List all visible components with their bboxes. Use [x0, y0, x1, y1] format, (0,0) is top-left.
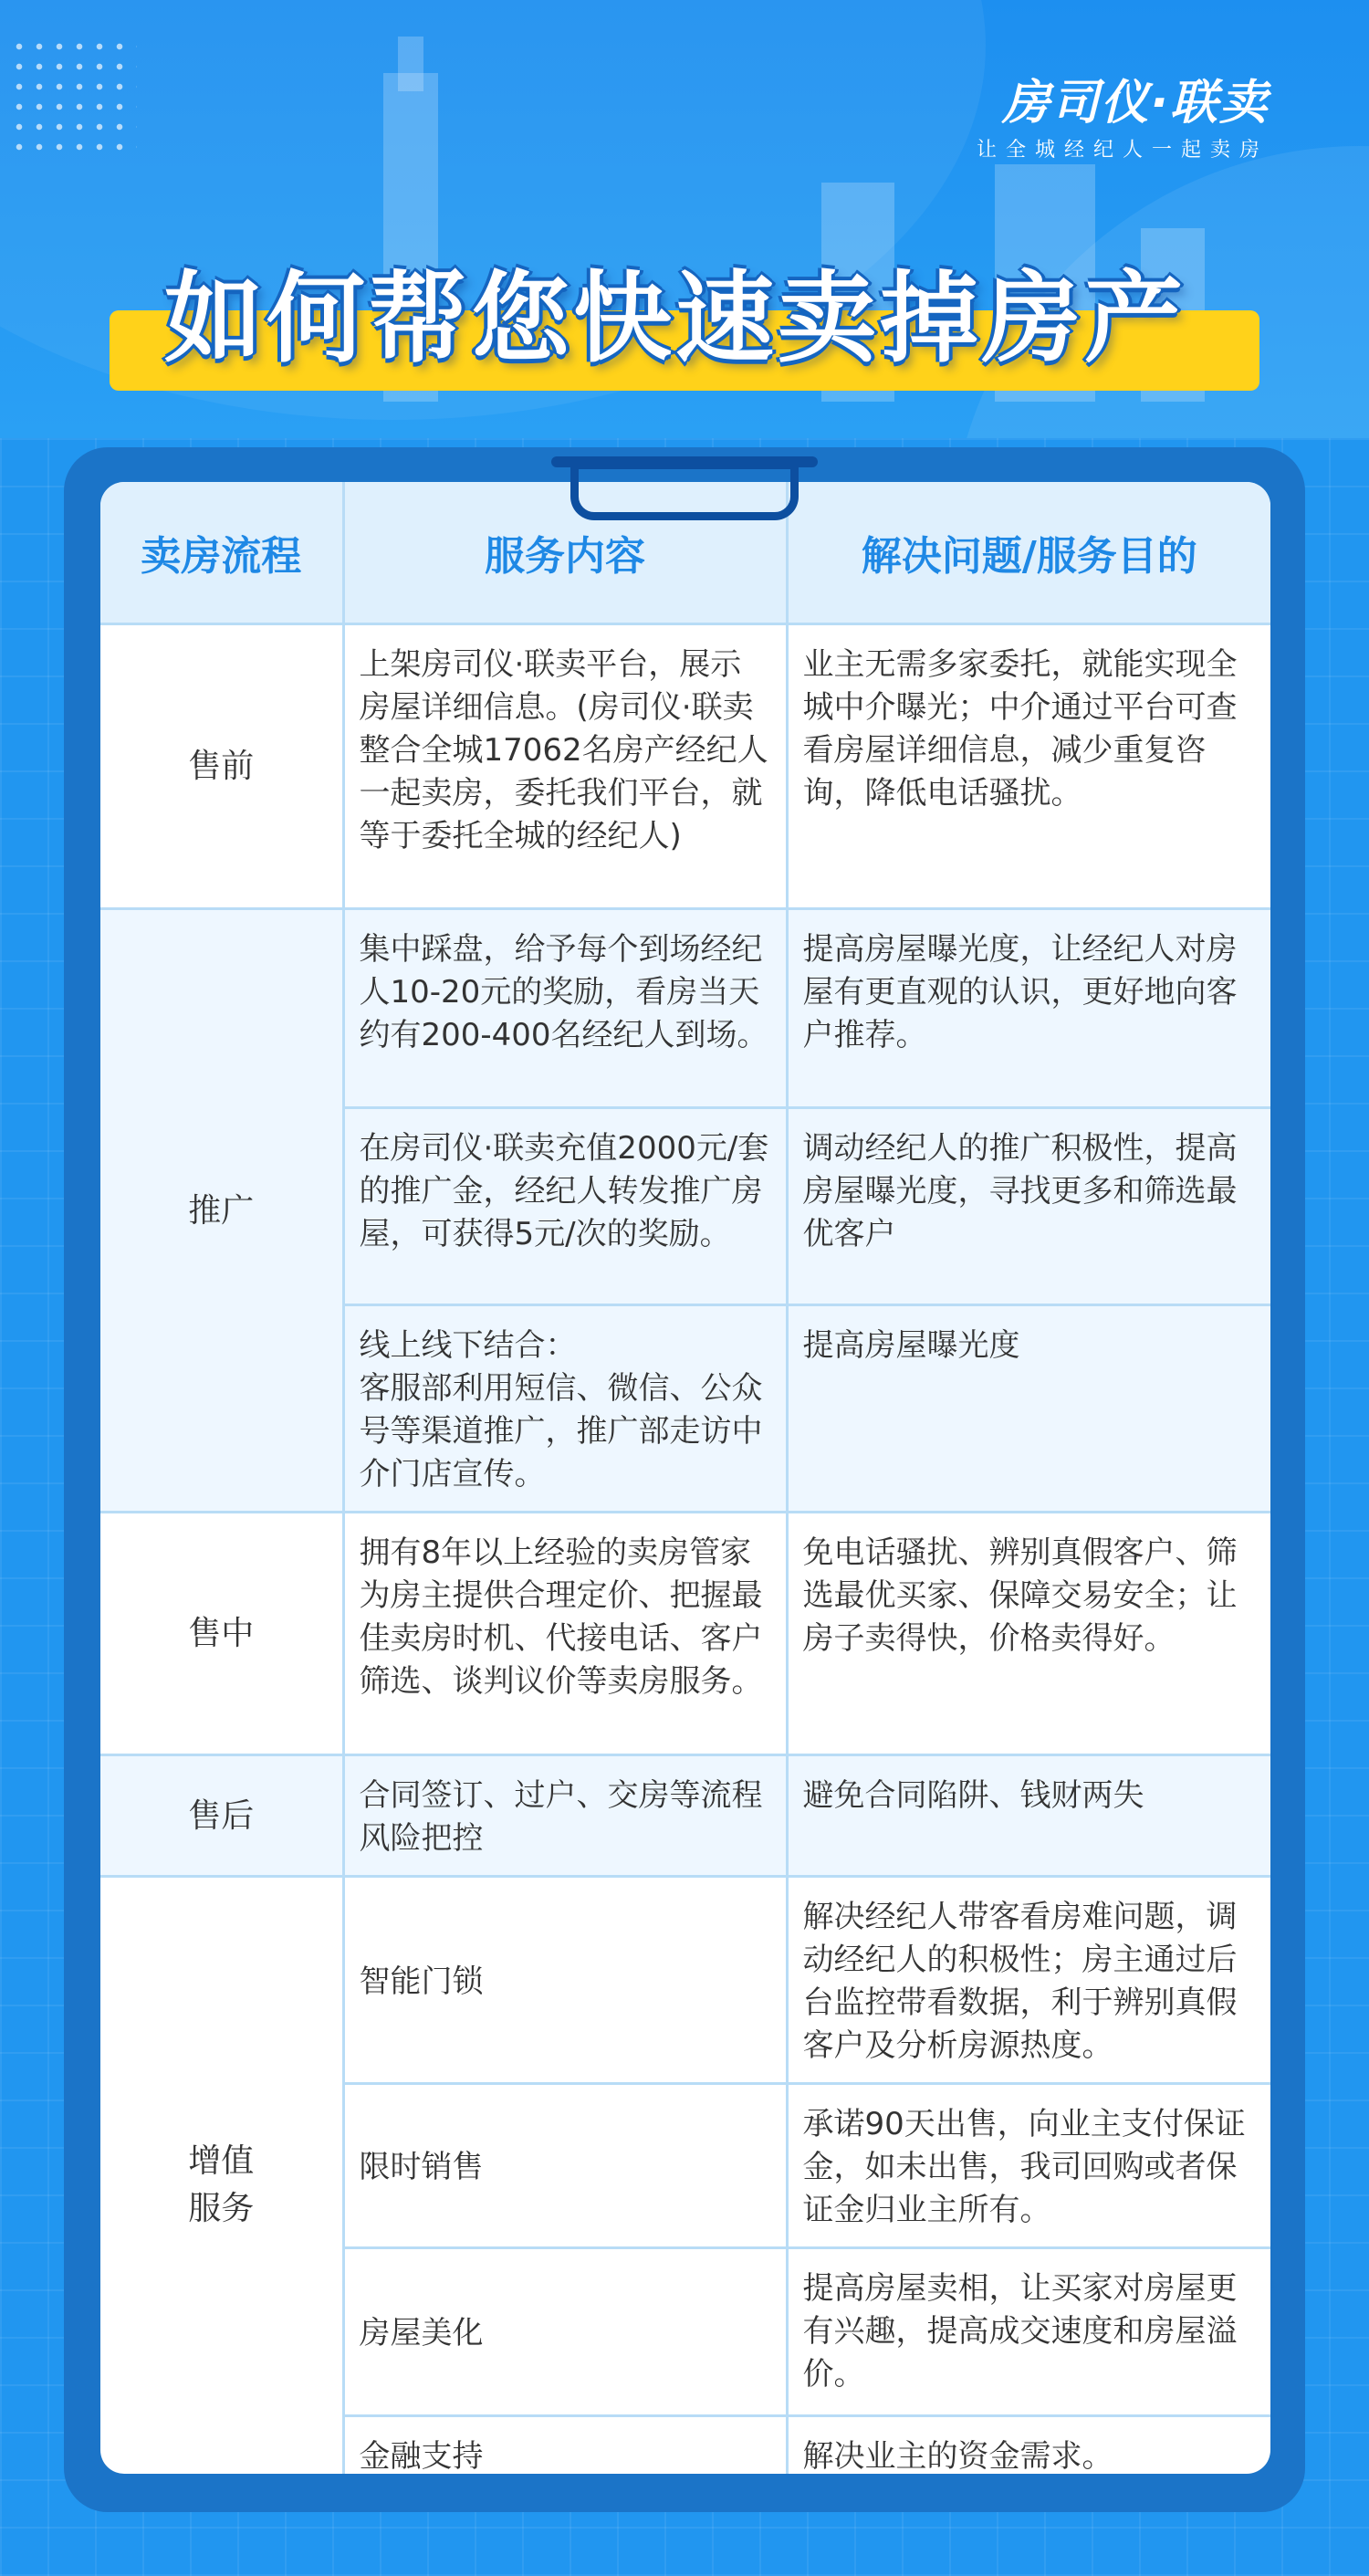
service-table	[100, 482, 1270, 2474]
table-row	[100, 1877, 1270, 2084]
brand-name: 房司仪·联卖	[1002, 76, 1269, 131]
stage-cell: 推广	[100, 909, 343, 1513]
decor-dots	[9, 37, 137, 155]
stage-cell: 售中	[100, 1513, 343, 1755]
page-title: 如何帮您快速卖掉房产	[164, 262, 1187, 376]
service-table-card	[100, 482, 1270, 2474]
column-header: 卖房流程	[100, 482, 343, 624]
content-cell: 房屋美化	[343, 2248, 787, 2416]
content-line: 客服部利用短信、微信、公众号等渠道推广，推广部走访中介门店宣传。	[359, 1370, 763, 1492]
stage-cell: 售后	[100, 1755, 343, 1877]
table-row	[100, 909, 1270, 1108]
purpose-cell: 解决业主的资金需求。	[787, 2416, 1270, 2475]
purpose-cell: 提高房屋曝光度	[787, 1305, 1270, 1513]
brand-slogan: 让全城经纪人一起卖房	[976, 139, 1269, 162]
stage-label: 增值服务	[188, 2142, 255, 2227]
table-row	[100, 1513, 1270, 1755]
content-cell: 上架房司仪·联卖平台，展示房屋详细信息。(房司仪·联卖整合全城17062名房产经纪人一起卖房，委托我们平台，就等于委托全城的经纪人)	[343, 624, 787, 909]
purpose-cell: 解决经纪人带客看房难问题，调动经纪人的积极性；房主通过后台监控带看数据，利于辨别真假客户及分析房源热度。	[787, 1877, 1270, 2084]
content-cell: 集中踩盘，给予每个到场经纪人10-20元的奖励，看房当天约有200-400名经纪人到场。	[343, 909, 787, 1108]
purpose-cell: 避免合同陷阱、钱财两失	[787, 1755, 1270, 1877]
table-row	[100, 1755, 1270, 1877]
brand-logo	[977, 64, 1269, 162]
content-cell	[343, 1305, 787, 1513]
content-cell: 合同签订、过户、交房等流程风险把控	[343, 1755, 787, 1877]
purpose-cell: 承诺90天出售，向业主支付保证金，如未出售，我司回购或者保证金归业主所有。	[787, 2084, 1270, 2248]
purpose-cell: 业主无需多家委托，就能实现全城中介曝光；中介通过平台可查看房屋详细信息，减少重复咨询，降低电话骚扰。	[787, 624, 1270, 909]
column-header: 解决问题/服务目的	[787, 482, 1270, 624]
stage-cell	[100, 1877, 343, 2475]
content-cell: 在房司仪·联卖充值2000元/套的推广金，经纪人转发推广房屋，可获得5元/次的奖励。	[343, 1108, 787, 1305]
content-cell: 智能门锁	[343, 1877, 787, 2084]
content-cell: 金融支持	[343, 2416, 787, 2475]
purpose-cell: 提高房屋卖相，让买家对房屋更有兴趣，提高成交速度和房屋溢价。	[787, 2248, 1270, 2416]
content-cell: 限时销售	[343, 2084, 787, 2248]
stage-cell: 售前	[100, 624, 343, 909]
building-silhouette	[398, 37, 423, 91]
column-header: 服务内容	[343, 482, 787, 624]
content-cell: 拥有8年以上经验的卖房管家为房主提供合理定价、把握最佳卖房时机、代接电话、客户筛选、谈判议价等卖房服务。	[343, 1513, 787, 1755]
table-row	[100, 624, 1270, 909]
content-line: 线上线下结合：	[359, 1327, 577, 1364]
clipboard-clip	[570, 456, 799, 520]
purpose-cell: 调动经纪人的推广积极性，提高房屋曝光度，寻找更多和筛选最优客户	[787, 1108, 1270, 1305]
purpose-cell: 提高房屋曝光度，让经纪人对房屋有更直观的认识，更好地向客户推荐。	[787, 909, 1270, 1108]
purpose-cell: 免电话骚扰、辨别真假客户、筛选最优买家、保障交易安全；让房子卖得快，价格卖得好。	[787, 1513, 1270, 1755]
